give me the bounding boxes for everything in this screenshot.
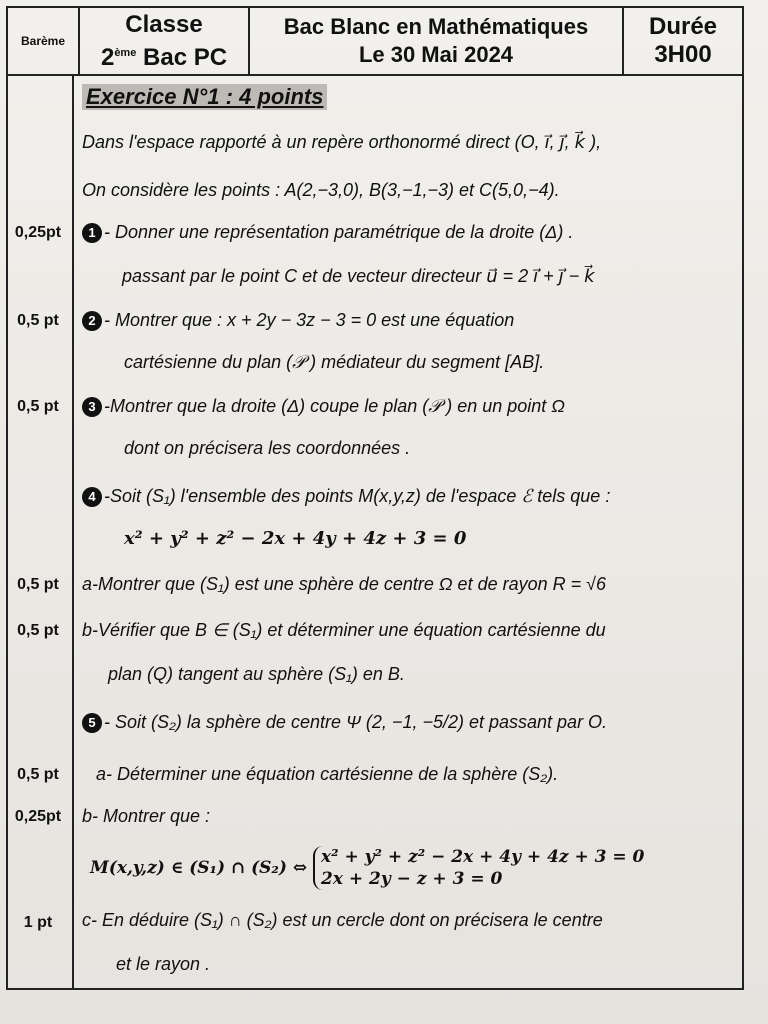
question-4a: a-Montrer que (S₁) est une sphère de centre Ω et de rayon R = √6 <box>82 574 607 594</box>
number-4-icon: 4 <box>82 487 102 507</box>
header-classe <box>80 8 250 74</box>
exercise-title: Exercice N°1 : 4 points <box>82 84 327 110</box>
question-5 <box>82 712 607 733</box>
header-table <box>6 6 744 76</box>
question-5b: b- Montrer que : <box>82 806 211 826</box>
points-q3: 0,5 pt <box>17 398 59 415</box>
number-2-icon: 2 <box>82 311 102 331</box>
number-1-icon: 1 <box>82 223 102 243</box>
question-5c-line-1: c- En déduire (S₁) ∩ (S₂) est un cercle dont on précisera le centre <box>82 910 603 930</box>
question-2-line-2: cartésienne du plan (𝒫 ) médiateur du segment [AB]. <box>124 352 545 372</box>
duree-value: 3H00 <box>654 41 712 68</box>
question-5a: a- Déterminer une équation cartésienne de la sphère (S₂). <box>96 764 559 784</box>
bareme-column-divider <box>72 74 74 988</box>
points-q5c: 1 pt <box>23 914 53 931</box>
question-2-line-1 <box>82 310 514 331</box>
equivalence-lhs: M(x,y,z) ∈ (S₁) ∩ (S₂) ⇔ <box>90 858 308 878</box>
bac-title: Bac Blanc en Mathématiques <box>283 14 589 39</box>
question-1-line-1 <box>82 222 573 243</box>
sphere-s1-equation: x² + y² + z² − 2x + 4y + 4z + 3 = 0 <box>124 528 467 549</box>
classe-label: Classe <box>125 10 203 38</box>
points-q1: 0,25pt <box>14 224 62 241</box>
points-q2: 0,5 pt <box>17 312 59 329</box>
equation-system <box>313 846 644 890</box>
classe-rest: Bac PC <box>136 43 228 71</box>
points-q4b: 0,5 pt <box>17 622 59 639</box>
question-1-line-2: passant par le point C et de vecteur directeur u⃗ = 2 i⃗ + j⃗ − k⃗ <box>122 266 595 286</box>
question-3-line-2: dont on précisera les coordonnées . <box>124 438 411 458</box>
q5-text: - Soit (S₂) la sphère de centre Ψ (2, −1, −5/2) et passant par O. <box>104 712 608 732</box>
points-q4a: 0,5 pt <box>17 576 59 593</box>
header-bac <box>250 8 624 74</box>
number-3-icon: 3 <box>82 397 102 417</box>
question-5c-line-2: et le rayon . <box>116 954 211 974</box>
system-equation-1: x² + y² + z² − 2x + 4y + 4z + 3 = 0 <box>321 847 645 867</box>
number-5-icon: 5 <box>82 713 102 733</box>
q3-text: -Montrer que la droite (Δ) coupe le plan (𝒫 ) en un point Ω <box>104 396 565 416</box>
duree-label: Durée <box>648 13 718 40</box>
header-duree <box>624 8 742 74</box>
question-4b-line-2: plan (Q) tangent au sphère (S₁) en B. <box>108 664 405 684</box>
q1-text: - Donner une représentation paramétrique de la droite (Δ) . <box>104 222 574 242</box>
question-4-line-1 <box>82 486 610 507</box>
points-q5a: 0,5 pt <box>17 766 59 783</box>
header-bareme <box>8 8 80 74</box>
system-equation-2: 2x + 2y − z + 3 = 0 <box>321 869 503 889</box>
points-q5b: 0,25pt <box>14 808 62 825</box>
classe-num: 2 <box>100 43 115 71</box>
question-4b-line-1: b-Vérifier que B ∈ (S₁) et déterminer une équation cartésienne du <box>82 620 606 640</box>
intro-line-1: Dans l'espace rapporté à un repère orthonormé direct (O, i⃗, j⃗, k⃗ ), <box>82 132 602 152</box>
q4-text: -Soit (S₁) l'ensemble des points M(x,y,z) de l'espace ℰ tels que : <box>104 486 611 506</box>
bac-date: Le 30 Mai 2024 <box>358 42 514 67</box>
classe-sup: ème <box>114 46 137 59</box>
classe-value <box>101 39 227 72</box>
q2-text: - Montrer que : x + 2y − 3z − 3 = 0 est une équation <box>104 310 515 330</box>
bareme-label: Barème <box>20 34 66 48</box>
equivalence-statement <box>90 846 644 890</box>
intro-line-2: On considère les points : A(2,−3,0), B(3,−1,−3) et C(5,0,−4). <box>82 180 560 200</box>
question-3-line-1 <box>82 396 565 417</box>
